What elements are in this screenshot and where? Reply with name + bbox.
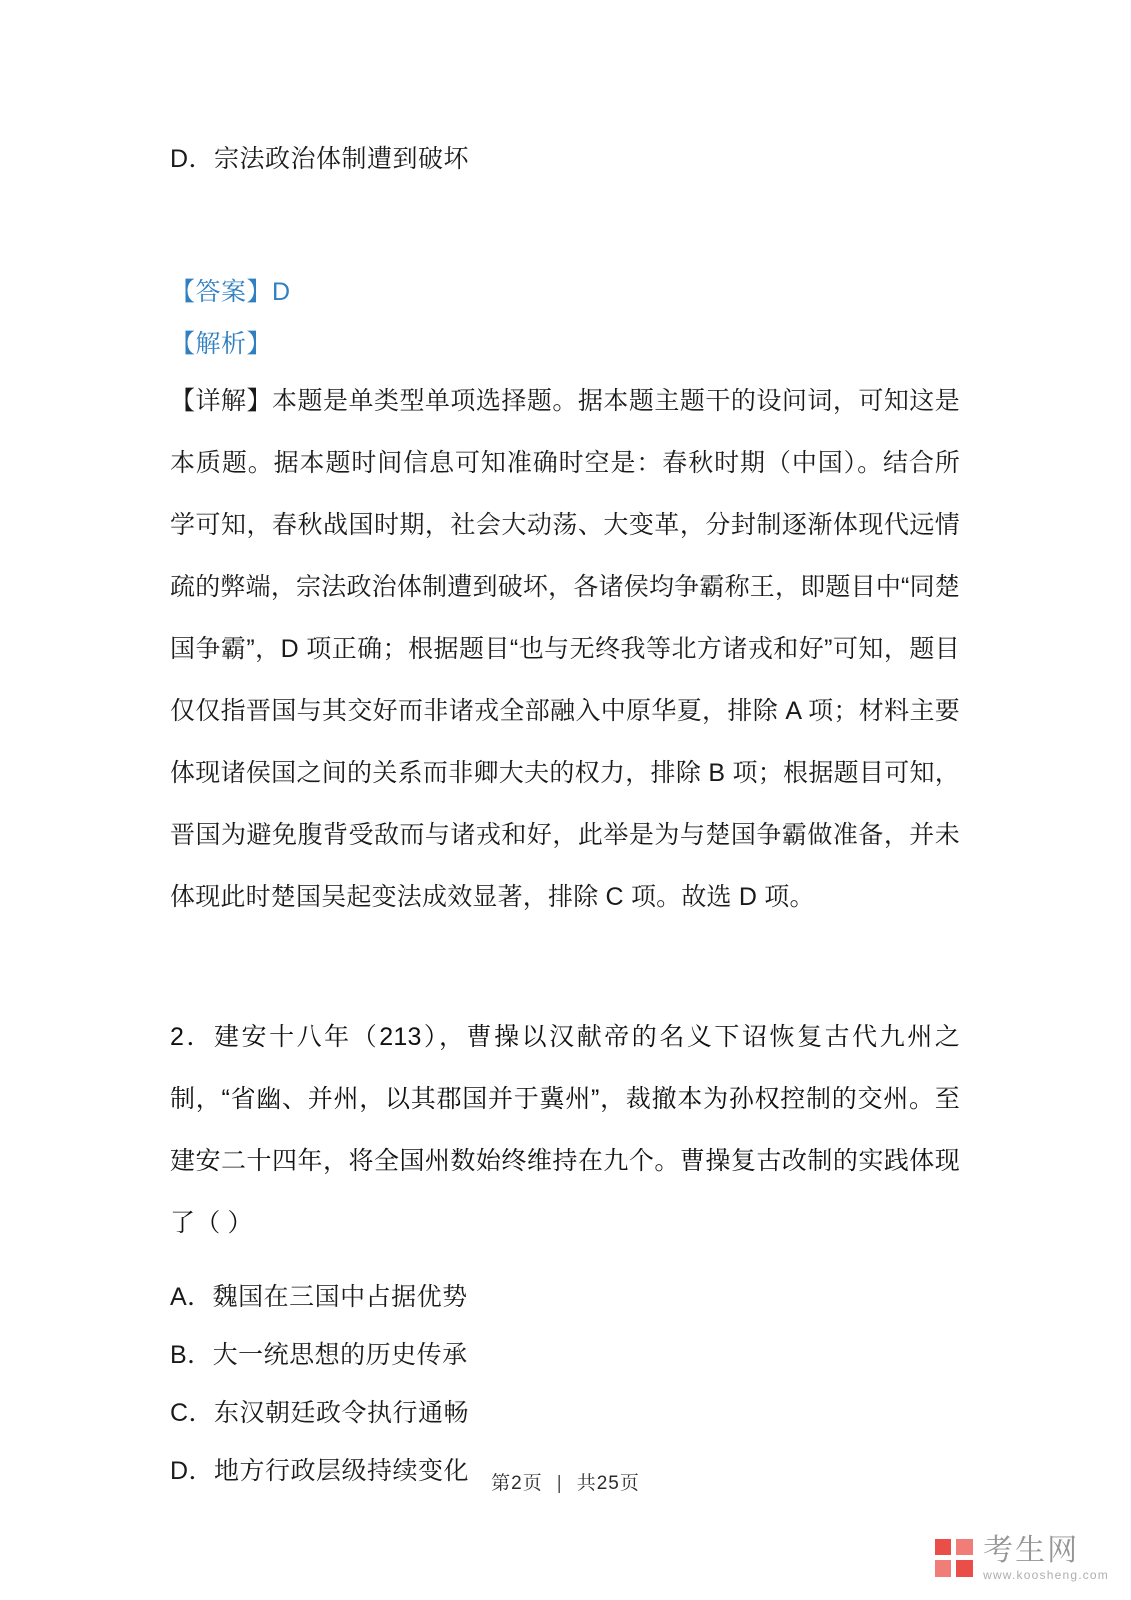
- page-footer: [0, 1468, 1131, 1495]
- spacer: [170, 1254, 960, 1268]
- question-2-option-d: D．地方行政层级持续变化: [170, 1457, 470, 1485]
- answer-line: [170, 266, 960, 318]
- question-2-option-a: A．魏国在三国中占据优势: [170, 1283, 468, 1311]
- answer-label: 【答案】: [170, 278, 273, 306]
- answer-value: D: [272, 278, 291, 306]
- question-2-option-b: B．大一统思想的历史传承: [170, 1341, 468, 1369]
- watermark-brand-name: 考生网: [983, 1533, 1080, 1567]
- footer-page-number: 第2页: [491, 1473, 543, 1494]
- footer-separator: |: [556, 1473, 563, 1494]
- option-d-previous-question: D．宗法政治体制遭到破坏: [170, 145, 470, 173]
- question-2-stem: [170, 1006, 960, 1254]
- question-number: 2．: [170, 1023, 214, 1051]
- detail-explanation-paragraph: 【详解】本题是单类型单项选择题。据本题主题干的设问词，可知这是本质题。据本题时间信息可知准确时空是：春秋时期（中国）。结合所学可知，春秋战国时期，社会大动荡、大变革，分封制逐渐体现代远情疏的弊端，宗法政治体制遭到破坏，各诸侯均争霸称王，即题目中“同楚国争霸”，D 项正确；根据题目“也与无终我等北方诸戎和好”可知，题目仅仅指晋国与其交好而非诸戎全部融入中原华夏，排除 A 项；材料主要体现诸侯国之间的关系而非卿大夫的权力，排除 B 项；根据题目可知，晋国为避免腹背受敌而与诸戎和好，此举是为与楚国争霸做准备，并未体现此时楚国吴起变法成效显著，排除 C 项。故选 D 项。: [170, 387, 960, 911]
- question-text: 建安十八年（213），曹操以汉献帝的名义下诏恢复古代九州之制，“省幽、并州，以其郡国并于冀州”，裁撤本为孙权控制的交州。至建安二十四年，将全国州数始终维持在九个。曹操复古改制的实践体现了（ ）: [170, 1023, 960, 1237]
- watermark: [935, 1535, 1109, 1582]
- footer-total-pages: 共25页: [576, 1473, 640, 1494]
- spacer: [170, 188, 960, 266]
- spacer: [170, 928, 960, 1006]
- page-content: [170, 130, 960, 1500]
- question-2-option-c: C．东汉朝廷政令执行通畅: [170, 1399, 470, 1427]
- watermark-url: www.koosheng.com: [983, 1568, 1109, 1583]
- watermark-text: [983, 1535, 1109, 1582]
- analysis-label: 【解析】: [170, 330, 273, 358]
- logo-icon: [935, 1539, 973, 1577]
